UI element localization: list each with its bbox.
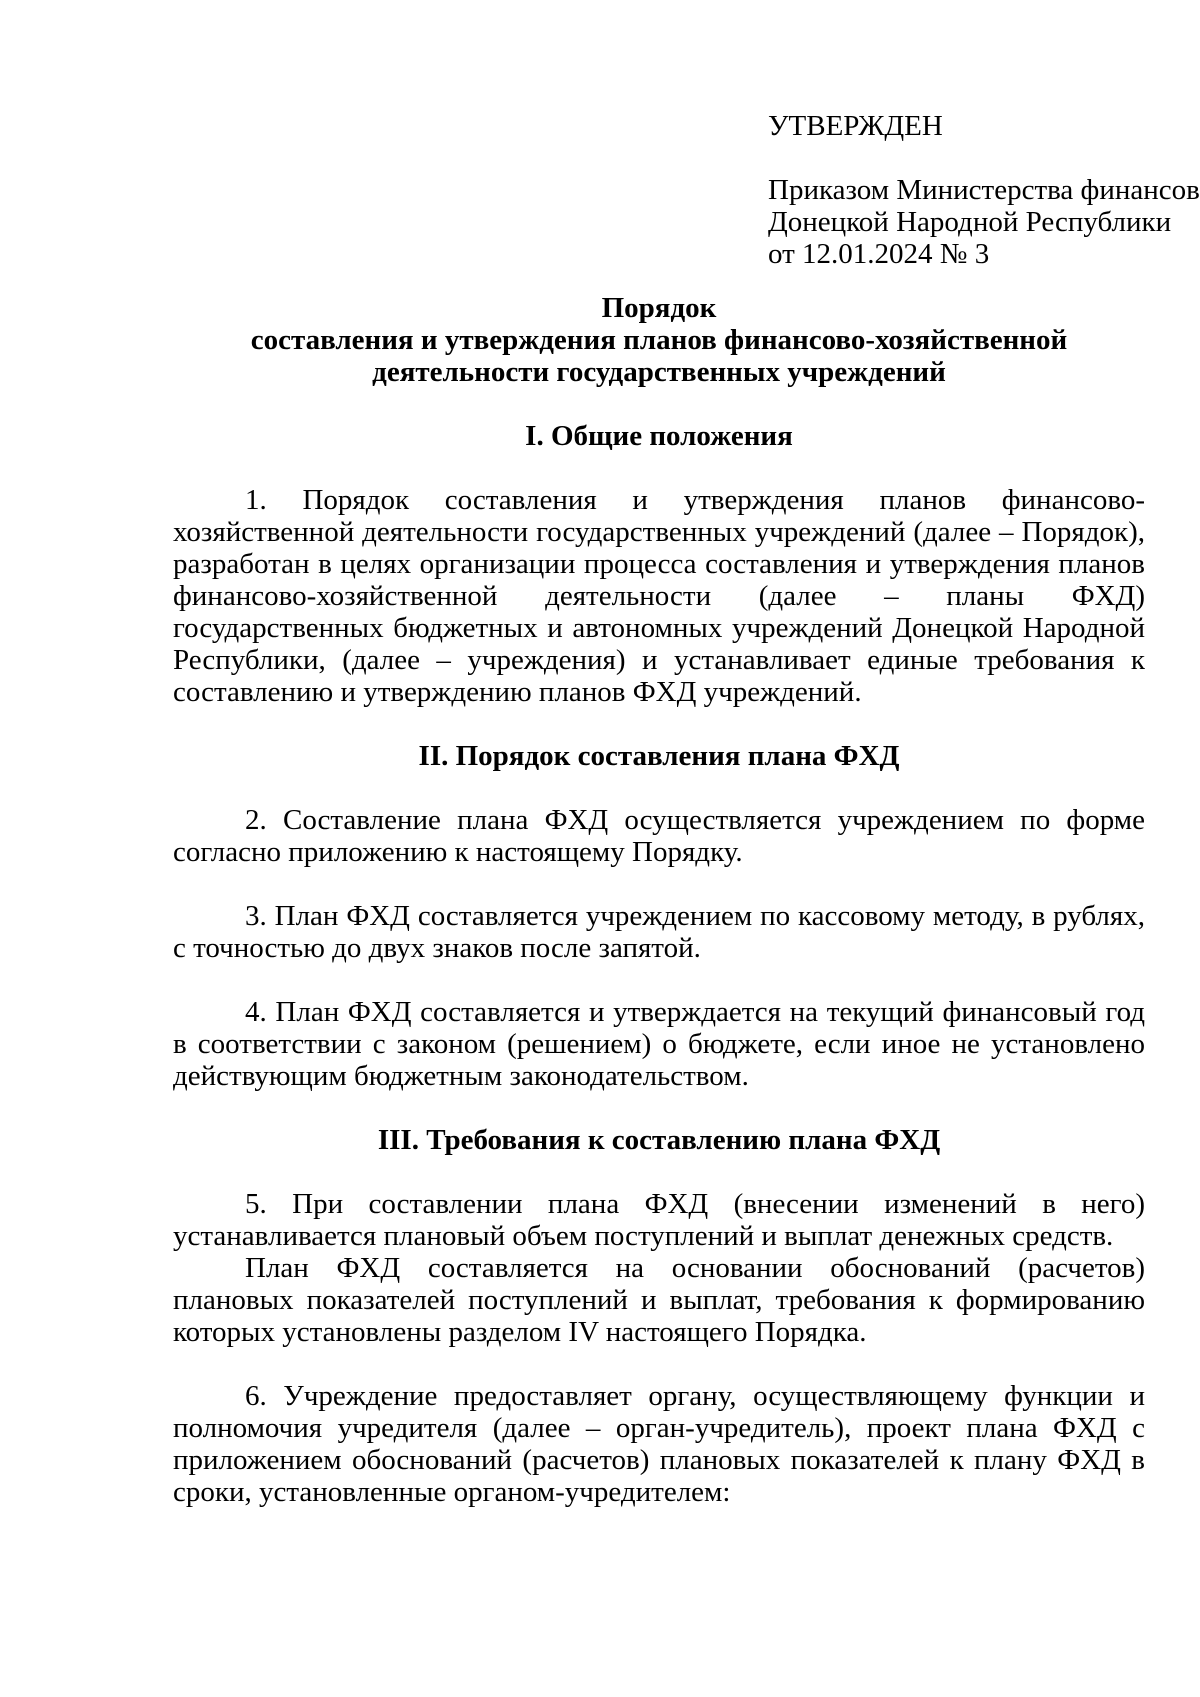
paragraph-1: 1. Порядок составления и утверждения планов финансово-хозяйственной деятельности государственных учреждений (далее – Порядок), разработан в целях организации процесса составления и утверждения планов финансово-хозяйственной деятельности (далее – планы ФХД) государственных бюджетных и автономных учреждений Донецкой Народной Республики, (далее – учреждения) и устанавливает единые требования к составлению и утверждению планов ФХД учреждений. [173, 484, 1145, 708]
section-heading-procedure: II. Порядок составления плана ФХД [418, 740, 900, 772]
paragraph-2: 2. Составление плана ФХД осуществляется учреждением по форме согласно приложению к настоящему Порядку. [173, 804, 1145, 868]
section-heading-requirements: III. Требования к составлению плана ФХД [377, 1124, 941, 1156]
paragraph-5-continued: План ФХД составляется на основании обоснований (расчетов) плановых показателей поступлений и выплат, требования к формированию которых установлены разделом IV настоящего Порядка. [173, 1252, 1145, 1348]
document-title [173, 292, 1145, 388]
approval-stamp [768, 110, 1200, 270]
approval-date-line: от 12.01.2024 № 3 [768, 238, 990, 270]
paragraph-4: 4. План ФХД составляется и утверждается на текущий финансовый год в соответствии с законом (решением) о бюджете, если иное не установлено действующим бюджетным законодательством. [173, 996, 1145, 1092]
document-title-line: составления и утверждения планов финансово-хозяйственной [250, 324, 1068, 356]
approval-ministry-line: Донецкой Народной Республики [768, 206, 1172, 238]
approval-order-line: Приказом Министерства финансов [768, 174, 1200, 206]
paragraph-3: 3. План ФХД составляется учреждением по кассовому методу, в рублях, с точностью до двух знаков после запятой. [173, 900, 1145, 964]
document-title-line: деятельности государственных учреждений [372, 356, 946, 388]
document-title-line: Порядок [601, 292, 717, 324]
section-heading-general: I. Общие положения [525, 420, 793, 452]
paragraph-6: 6. Учреждение предоставляет органу, осуществляющему функции и полномочия учредителя (далее – орган-учредитель), проект плана ФХД с приложением обоснований (расчетов) плановых показателей к плану ФХД в сроки, установленные органом-учредителем: [173, 1380, 1145, 1508]
paragraph-5: 5. При составлении плана ФХД (внесении изменений в него) устанавливается плановый объем поступлений и выплат денежных средств. [173, 1188, 1145, 1252]
document-body [173, 292, 1145, 1508]
approval-title: УТВЕРЖДЕН [768, 110, 943, 142]
